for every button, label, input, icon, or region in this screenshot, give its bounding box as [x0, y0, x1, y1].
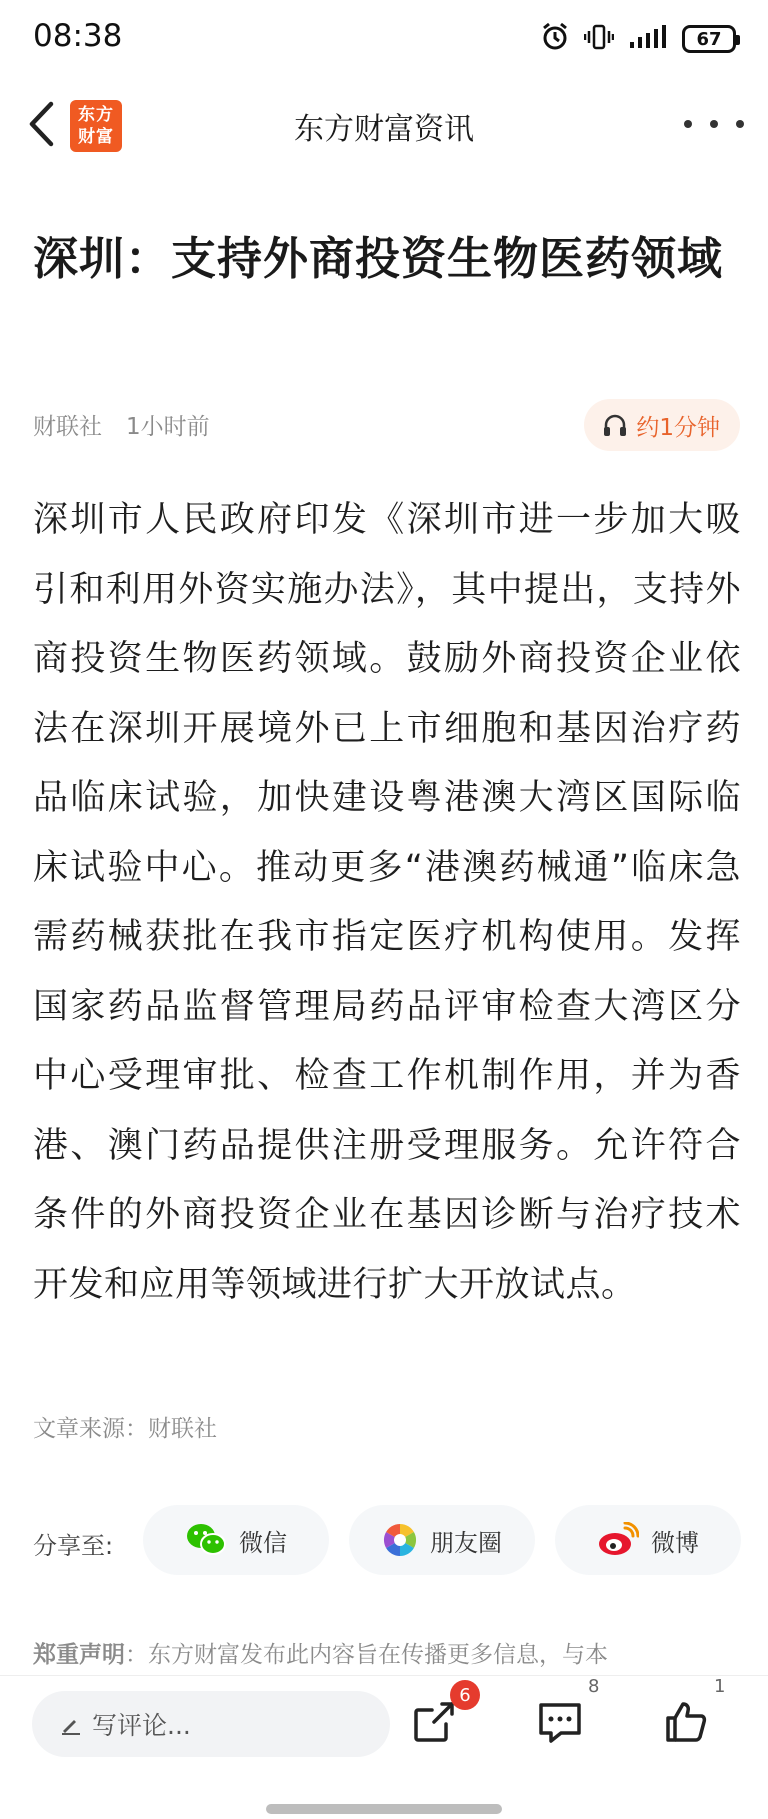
article-body: 深圳市人民政府印发《深圳市进一步加大吸引和利用外资实施办法》，其中提出，支持外商投资生物医药领域。鼓励外商投资企业依法在深圳开展境外已上市细胞和基因治疗药品临床试验，加快建设粤港澳大湾区国际临床试验中心。推动更多“港澳药械通”临床急需药械获批在我市指定医疗机构使用。发挥国家药品监督管理局药品评审检查大湾区分中心受理审批、检查工作机制作用，并为香港、澳门药品提供注册受理服务。允许符合条件的外商投资企业在基因诊断与治疗技术开发和应用等领域进行扩大开放试点。	[33, 500, 741, 1305]
share-action-button[interactable]	[404, 1684, 471, 1752]
share-weibo-button[interactable]	[555, 1505, 741, 1575]
article-meta	[33, 408, 210, 441]
thumbs-up-icon	[664, 1700, 708, 1744]
more-button[interactable]	[684, 106, 744, 142]
page-title: 东方财富资讯	[294, 112, 474, 147]
share-icon	[412, 1700, 456, 1744]
share-moments-label: 朋友圈	[430, 1528, 502, 1557]
more-dot-icon	[736, 120, 744, 128]
like-action-button[interactable]	[656, 1676, 726, 1752]
headphones-icon	[602, 412, 628, 438]
listen-duration: 约1分钟	[636, 414, 720, 441]
article-source: 文章来源：财联社	[33, 1416, 217, 1442]
disclaimer	[33, 1636, 741, 1670]
share-count-badge: 6	[450, 1680, 480, 1710]
share-label: 分享至:	[33, 1532, 114, 1560]
more-dot-icon	[710, 120, 718, 128]
disclaimer-label: 郑重声明	[33, 1642, 125, 1668]
comment-count: 8	[588, 1676, 600, 1697]
battery-icon	[682, 25, 736, 53]
pencil-icon	[60, 1713, 82, 1735]
home-indicator[interactable]	[266, 1804, 502, 1814]
share-wechat-label: 微信	[239, 1528, 287, 1557]
signal-icon	[628, 24, 668, 54]
wechat-icon	[185, 1522, 227, 1558]
comment-input[interactable]	[32, 1691, 390, 1757]
weibo-icon	[597, 1522, 639, 1558]
more-dot-icon	[684, 120, 692, 128]
publish-time: 1小时前	[126, 414, 210, 440]
status-time: 08:38	[33, 18, 123, 54]
share-moments-button[interactable]	[349, 1505, 535, 1575]
alarm-icon	[540, 22, 570, 56]
status-bar	[0, 0, 768, 80]
logo-line-1: 东方	[78, 105, 114, 125]
comment-placeholder: 写评论...	[92, 1711, 191, 1740]
comment-action-button[interactable]	[530, 1676, 600, 1752]
battery-level: 67	[696, 28, 722, 50]
comment-icon	[537, 1701, 583, 1743]
status-icons	[540, 22, 736, 56]
share-row	[33, 1505, 741, 1575]
source-name: 财联社	[33, 414, 102, 440]
share-wechat-button[interactable]	[143, 1505, 329, 1575]
like-count: 1	[714, 1676, 726, 1697]
logo-line-2: 财富	[78, 127, 114, 147]
article-title: 深圳：支持外商投资生物医药领域	[33, 232, 724, 285]
share-weibo-label: 微博	[651, 1528, 699, 1557]
disclaimer-text: ：东方财富发布此内容旨在传播更多信息，与本	[125, 1642, 608, 1668]
bottom-action-bar	[0, 1675, 768, 1819]
vibrate-icon	[584, 22, 614, 56]
moments-icon	[382, 1522, 418, 1558]
listen-button[interactable]	[584, 399, 740, 451]
nav-bar	[0, 88, 768, 160]
